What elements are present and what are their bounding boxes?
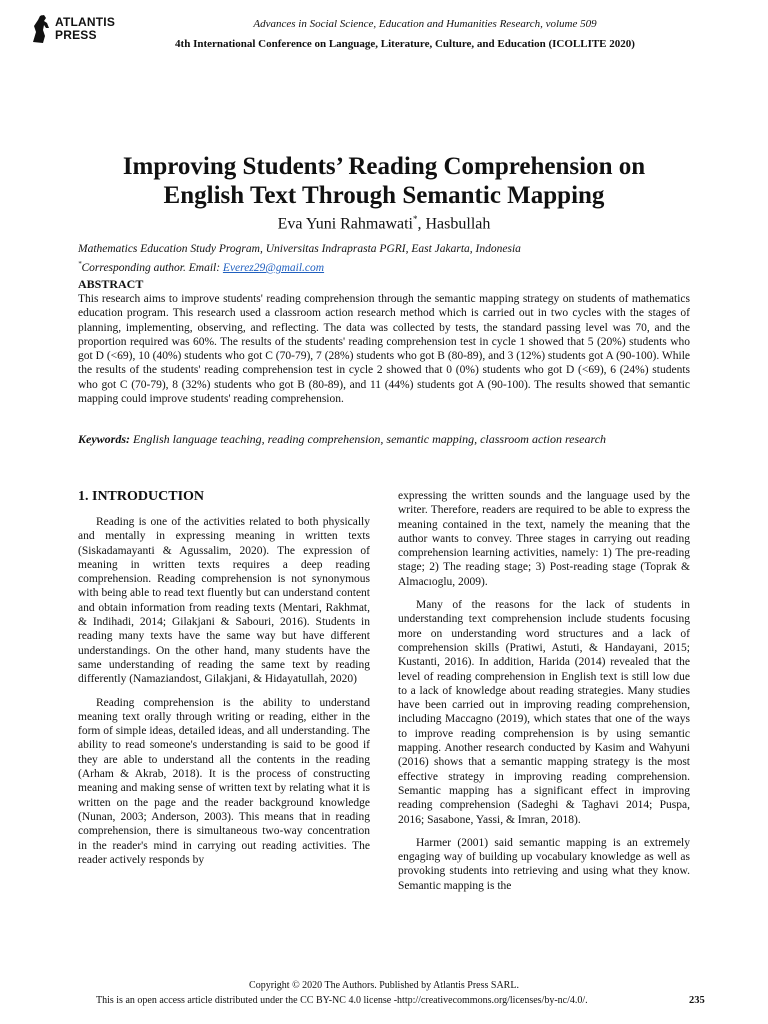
logo-text-line2: PRESS — [55, 28, 97, 42]
corresponding-mark: * — [413, 214, 418, 224]
right-column — [398, 489, 690, 902]
paragraph: Reading comprehension is the ability to understand meaning text orally through writing or reading, either in the form of simple ideas, detailed ideas, and all understanding. The ability to read someone's understanding is said to be good if they are able to understand all the contents in the reading (Arham & Akrab, 2018). It is the process of constructing meaning and making sense of written text by relating what it is written on the page and the reader background knowledge (Nunan, 2003; Anderson, 2003). This means that in reading comprehension, there is simultaneous two-way concentration in the reader's mind in carrying out reading activities. The reader actively responds by — [78, 696, 370, 866]
conference-title: 4th International Conference on Language, Literature, Culture, and Education (ICOLLITE 2020) — [175, 38, 635, 50]
corresponding-author — [78, 257, 698, 276]
abstract-text: This research aims to improve students' reading comprehension through the semantic mapping strategy on students of mathematics education program. This research used a classroom action research method which is carried out in two cycles with the stages of planning, implementing, observing, and reflecting. The data was collected by tests, the standard passing level was 70, and the proportion required was 60%. The results of the students' reading comprehension test in cycle 1 showed that 5 (20%) students who got D (<69), 10 (40%) students who got C (70-79), 7 (28%) students who got B (80-89), and 3 (12%) students got A (90-100). While the results of the students' reading comprehension test in cycle 2 showed that 0 (0%) students who got D (<69), 6 (24%) students who got C (70-79), 8 (32%) students who got B (80-89), and 11 (44%) students got A (90-100). The results showed that semantic mapping could improve students' reading comprehension. — [78, 293, 690, 406]
author-name: Eva Yuni Rahmawati — [277, 215, 413, 233]
paper-title-line1: Improving Students’ Reading Comprehension on — [122, 153, 646, 180]
logo-text-line1: ATLANTIS — [55, 15, 116, 29]
paragraph: expressing the written sounds and the language used by the writer. Therefore, readers are required to be able to express the meaning contained in the text, namely the meaning that the author wants to convey. Three stages in carrying out reading comprehension learning activities, namely: 1) The pre-reading stage; 2) The reading stage; 3) Post-reading stage (Toprak & Almacıoglu, 2009). — [398, 490, 690, 588]
paragraph: Many of the reasons for the lack of students in understanding text comprehension include students focusing more on understanding word structures and a lack of comprehension skills (Pratiwi, Astuti, & Handayani, 2015; Kustanti, 2016). In addition, Harida (2014) revealed that the level of reading comprehension in English text is still low due to a lack of knowledge about reading strategies. Many studies have been carried out in improving reading comprehension, including Maccagno (2019), which states that one of the ways to improve reading comprehension is by using semantic mapping. Another research conducted by Kasim and Wahyuni (2016) shows that a semantic mapping strategy is the most effective strategy in improving reading comprehension. Semantic mapping has a significant effect in improving reading comprehension (Sadeghi & Taghavi 2014; Puspa, 2016; Sasabone, Yassi, & Imran, 2018). — [398, 599, 690, 826]
left-column — [78, 515, 370, 876]
paper-title-line2: English Text Through Semantic Mapping — [163, 182, 605, 209]
corresponding-mark: * — [78, 260, 82, 268]
keywords-text: English language teaching, reading comprehension, semantic mapping, classroom action research — [130, 432, 607, 446]
section-heading: 1. INTRODUCTION — [78, 489, 205, 504]
author-name: , Hasbullah — [417, 215, 491, 233]
abstract-heading: ABSTRACT — [78, 277, 144, 291]
author-list — [60, 214, 708, 233]
journal-title: Advances in Social Science, Education and Humanities Research, volume 509 — [253, 18, 597, 30]
copyright-notice: Copyright © 2020 The Authors. Published by Atlantis Press SARL. — [249, 980, 519, 991]
paper-title — [60, 152, 708, 210]
keywords-label: Keywords: — [78, 432, 130, 446]
corresponding-label: Corresponding author. Email: — [81, 261, 223, 274]
page-number: 235 — [689, 995, 705, 1006]
affiliation: Mathematics Education Study Program, Universitas Indraprasta PGRI, East Jakarta, Indonesia — [78, 243, 521, 255]
license-notice: This is an open access article distributed under the CC BY-NC 4.0 license -http://creativecommons.org/licenses/by-nc/4.0/. — [96, 995, 588, 1006]
keywords — [78, 432, 690, 448]
email-link[interactable]: Everez29@gmail.com — [222, 261, 325, 274]
paragraph: Harmer (2001) said semantic mapping is an extremely engaging way of building up vocabulary knowledge as well as provoking students into retrieving and using what they know. Semantic mapping is the — [398, 836, 690, 892]
paragraph: Reading is one of the activities related to both physically and mentally in expressing meaning in written texts (Siskadamayanti & Agussalim, 2020). The expression of meaning in written texts requires a deep reading comprehension. Reading comprehension is not synonymous with being able to read text fluently but can understand content and obtain information from reading texts (Mentari, Rakhmat, & Indihadi, 2014; Gilakjani & Sabouri, 2016). Students in reading many texts have the same way but have different understandings. On the other hand, many students have the same understanding of reading the same text by reading differently (Namaziandost, Gilakjani, & Hidayatullah, 2020) — [78, 516, 370, 686]
